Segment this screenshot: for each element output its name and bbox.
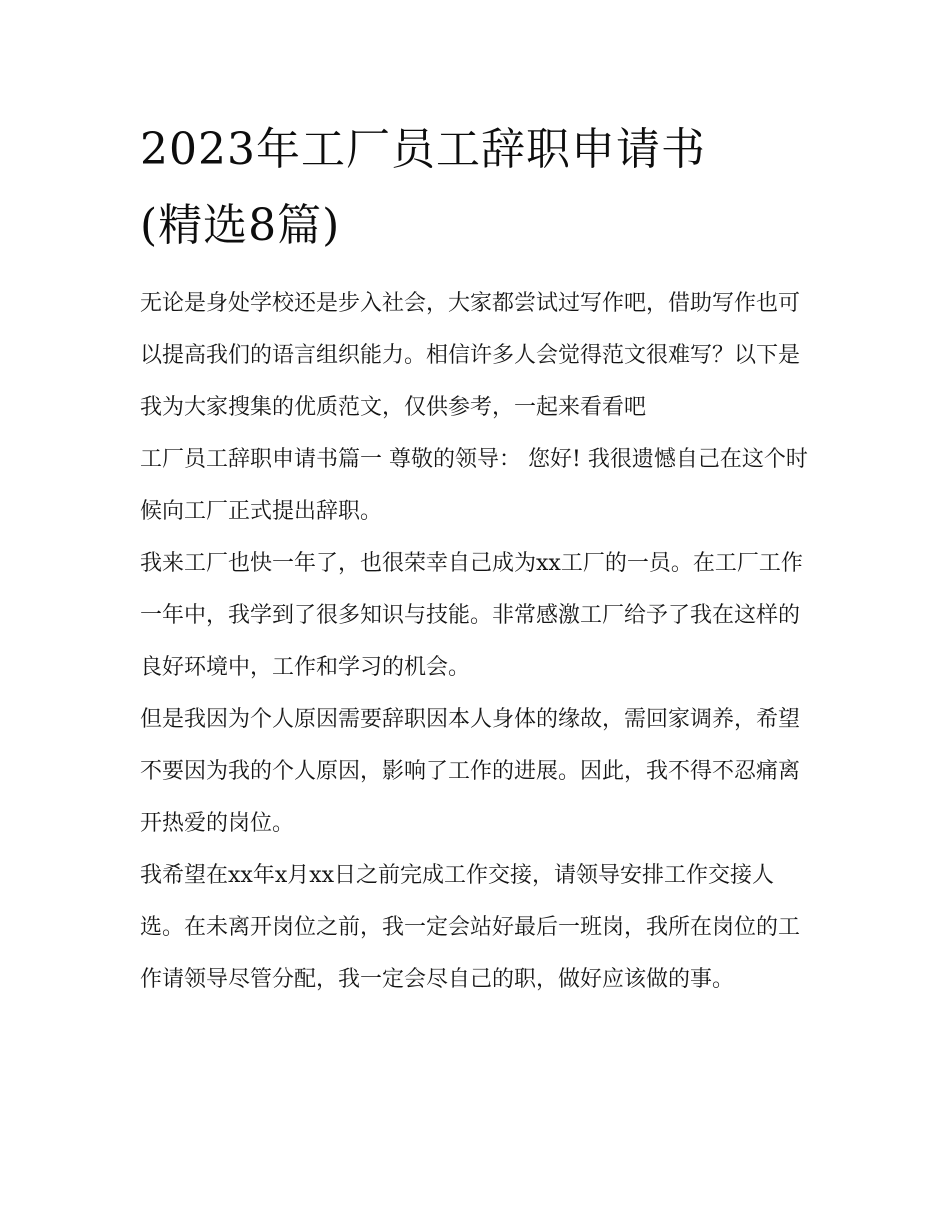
title-line-2: (精选8篇) bbox=[140, 200, 341, 251]
letter-paragraph-reason: 但是我因为个人原因需要辞职因本人身体的缘故，需回家调养，希望不要因为我的个人原因，影响了工作的进展。因此，我不得不忍痛离开热爱的岗位。 bbox=[140, 707, 801, 836]
document-body bbox=[140, 278, 812, 1006]
intro-paragraph: 无论是身处学校还是步入社会，大家都尝试过写作吧，借助写作也可以提高我们的语言组织能力。相信许多人会觉得范文很难写？以下是我为大家搜集的优质范文，仅供参考，一起来看看吧 bbox=[140, 291, 801, 420]
letter-paragraph-handover: 我希望在xx年x月xx日之前完成工作交接，请领导安排工作交接人选。在未离开岗位之前，我一定会站好最后一班岗，我所在岗位的工作请领导尽管分配，我一定会尽自己的职，做好应该做的事。 bbox=[140, 863, 801, 992]
letter-salutation-paragraph: 工厂员工辞职申请书篇一 尊敬的领导： 您好! 我很遗憾自己在这个时候向工厂正式提出辞职。 bbox=[140, 447, 808, 524]
letter-paragraph-gratitude: 我来工厂也快一年了，也很荣幸自己成为xx工厂的一员。在工厂工作一年中，我学到了很多知识与技能。非常感激工厂给予了我在这样的良好环境中，工作和学习的机会。 bbox=[140, 551, 803, 680]
document-title bbox=[140, 112, 812, 264]
title-line-1: 2023年工厂员工辞职申请书 bbox=[140, 124, 706, 175]
document-content bbox=[140, 112, 812, 1006]
